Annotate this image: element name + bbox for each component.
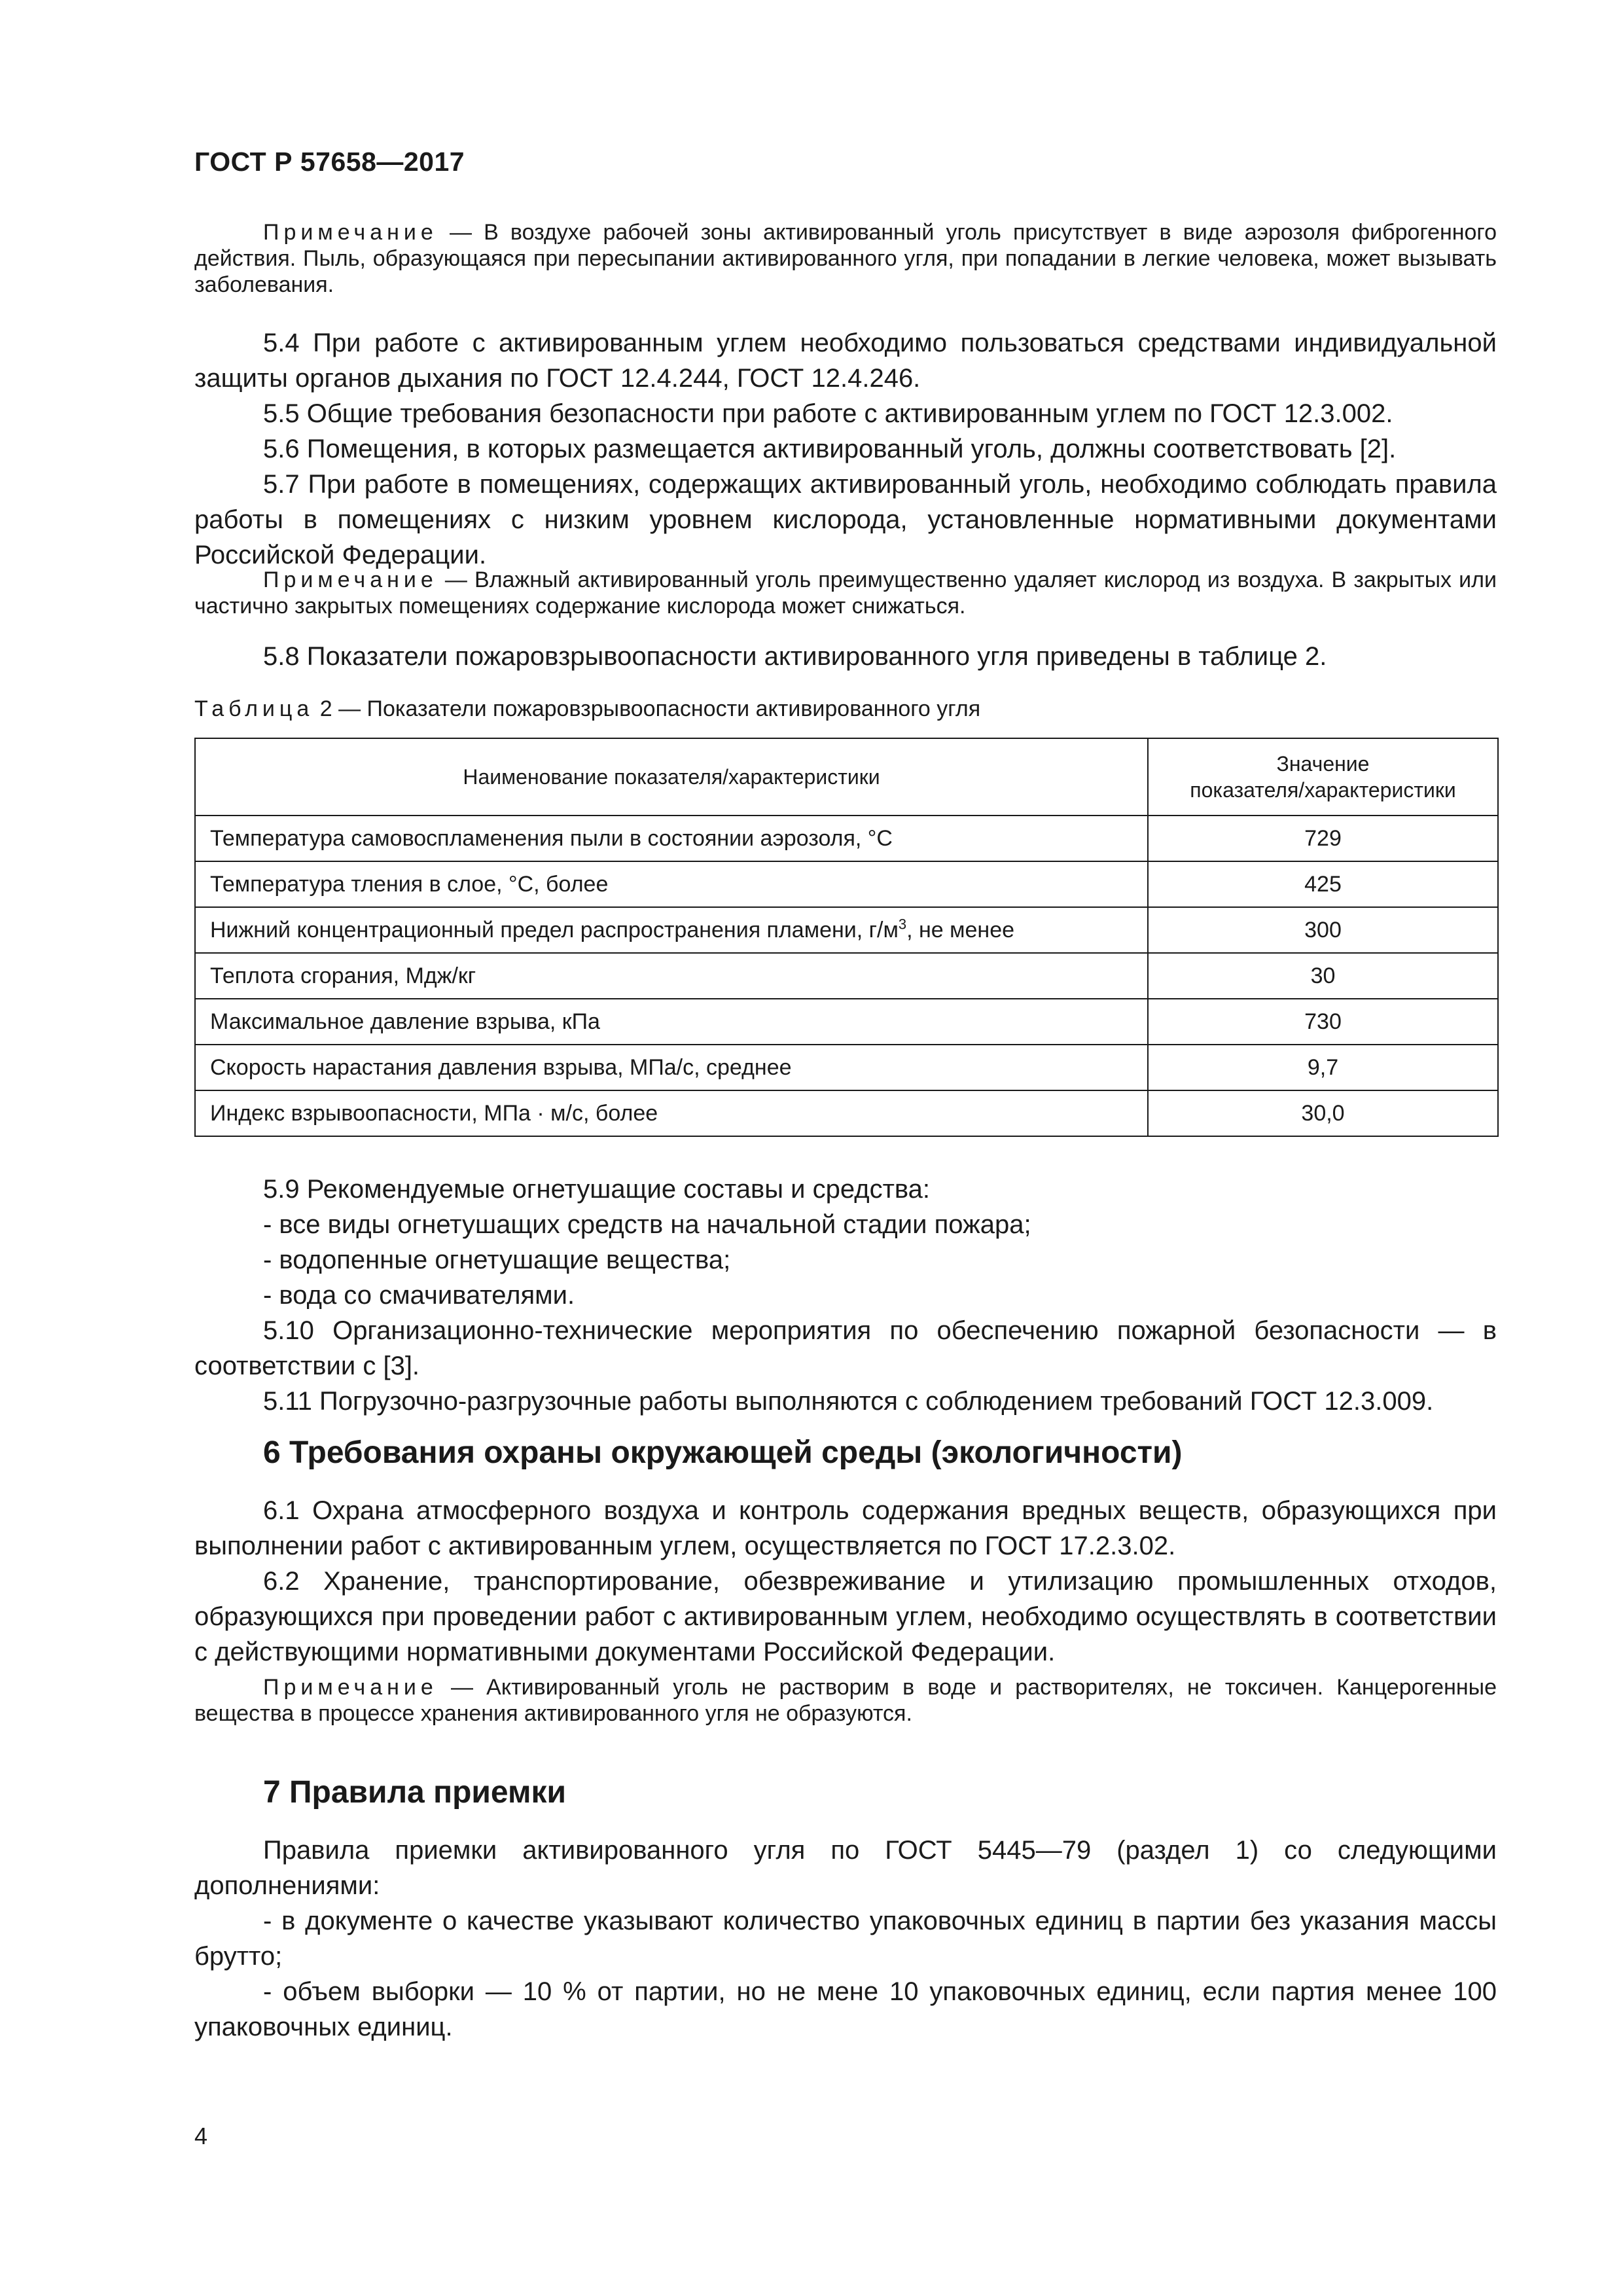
section-7-title: 7 Правила приемки [263,1775,567,1810]
table-row [195,907,1498,953]
table-row [195,999,1498,1045]
paragraph-5-7: 5.7 При работе в помещениях, содержащих активированный уголь, необходимо соблюдать правила работы в помещениях с низким уровнем кислорода, установленные нормативными документами Российской Федерации. [194,470,1497,569]
table-cell-value: 300 [1148,907,1498,953]
note-3 [194,1674,1497,1727]
note-text: — Активированный уголь не растворим в воде и растворителях, не токсичен. Канцерогенные вещества в процессе хранения активированного угля не образуются. [194,1675,1497,1726]
table-caption-label: Таблица [194,696,314,721]
table-row [195,953,1498,999]
paragraph-5-8: 5.8 Показатели пожаровзрывоопасности активированного угля приведены в таблице 2. [263,642,1327,671]
table-row [195,816,1498,861]
table-header-value-line2: показателя/характеристики [1190,778,1456,802]
section-6-heading-block [194,1433,1497,1473]
paragraph-7-intro: Правила приемки активированного угля по ГОСТ 5445—79 (раздел 1) со следующими дополнениями: [194,1836,1497,1900]
list-item: - все виды огнетушащих средств на начальной стадии пожара; [263,1210,1031,1239]
table-header-value-line1: Значение [1276,752,1370,776]
table-row [195,1045,1498,1090]
table-cell-name: Скорость нарастания давления взрыва, МПа/с, среднее [195,1045,1148,1090]
page-number: 4 [194,2123,208,2149]
table-cell-name: Максимальное давление взрыва, кПа [195,999,1148,1045]
list-item: - вода со смачивателями. [263,1281,575,1310]
table-cell-value: 30,0 [1148,1090,1498,1136]
table-cell-value: 30 [1148,953,1498,999]
table-cell-name-text: Нижний концентрационный предел распространения пламени, г/м [210,917,899,942]
table-caption-text: 2 — Показатели пожаровзрывоопасности активированного угля [313,696,981,721]
section-5-continued [194,1172,1497,1419]
document-header: ГОСТ Р 57658—2017 [194,147,465,177]
table-cell-name: Температура самовоспламенения пыли в состоянии аэрозоля, °С [195,816,1148,861]
table-header-row [195,738,1498,816]
paragraph-5-6: 5.6 Помещения, в которых размещается активированный уголь, должны соответствовать [2]. [263,435,1397,463]
table-cell-value: 729 [1148,816,1498,861]
table-cell-name [195,907,1148,953]
table-row [195,1090,1498,1136]
table-cell-name: Температура тления в слое, °С, более [195,861,1148,907]
paragraph-5-4: 5.4 При работе с активированным углем необходимо пользоваться средствами индивидуальной защиты органов дыхания по ГОСТ 12.4.244, ГОСТ 12.4.246. [194,329,1497,393]
table-cell-name: Индекс взрывоопасности, МПа · м/с, более [195,1090,1148,1136]
table-cell-value: 425 [1148,861,1498,907]
paragraph-5-10: 5.10 Организационно-технические мероприятия по обеспечению пожарной безопасности — в соответствии с [3]. [194,1316,1497,1380]
note-2 [194,567,1497,619]
section-5-paragraphs [194,325,1497,573]
note-1 [194,219,1497,298]
table-cell-name: Теплота сгорания, Мдж/кг [195,953,1148,999]
table-cell-name-suffix: , не менее [906,917,1015,942]
paragraph-5-5: 5.5 Общие требования безопасности при работе с активированным углем по ГОСТ 12.3.002. [263,399,1393,428]
table-2 [194,738,1497,1137]
note-label: Примечание [263,220,438,245]
table-header-value [1148,738,1498,816]
note-label: Примечание [263,1675,438,1700]
table-cell-value: 730 [1148,999,1498,1045]
note-text: — В воздухе рабочей зоны активированный уголь присутствует в виде аэрозоля фиброгенного действия. Пыль, образующаяся при пересыпании активированного угля, при попадании в легкие человека, может вызывать заболевания. [194,220,1497,297]
section-6-paragraphs [194,1493,1497,1670]
paragraph-5-8-block [194,639,1497,674]
paragraph-6-2: 6.2 Хранение, транспортирование, обезвреживание и утилизацию промышленных отходов, образующихся при проведении работ с активированным углем, необходимо осуществлять в соответствии с действующими нормативными документами Российской Федерации. [194,1567,1497,1666]
paragraph-5-11: 5.11 Погрузочно-разгрузочные работы выполняются с соблюдением требований ГОСТ 12.3.009. [263,1387,1434,1416]
section-6-title: 6 Требования охраны окружающей среды (экологичности) [263,1435,1183,1470]
fire-hazard-table [194,738,1499,1137]
paragraph-7-item-2: - объем выборки — 10 % от партии, но не мене 10 упаковочных единиц, если партия менее 100 упаковочных единиц. [194,1977,1497,2041]
list-item: - водопенные огнетушащие вещества; [263,1246,731,1274]
paragraph-5-9: 5.9 Рекомендуемые огнетушащие составы и средства: [263,1175,931,1204]
section-7-paragraphs [194,1833,1497,2045]
paragraph-7-item-1: - в документе о качестве указывают количество упаковочных единиц в партии без указания массы брутто; [194,1907,1497,1971]
table-row [195,861,1498,907]
table-header-name: Наименование показателя/характеристики [195,738,1148,816]
paragraph-6-1: 6.1 Охрана атмосферного воздуха и контроль содержания вредных веществ, образующихся при выполнении работ с активированным углем, осуществляется по ГОСТ 17.2.3.02. [194,1496,1497,1560]
table-cell-value: 9,7 [1148,1045,1498,1090]
table-caption [194,696,1497,722]
section-7-heading-block [194,1773,1497,1812]
table-cell-name-superscript: 3 [898,916,907,933]
note-text: — Влажный активированный уголь преимущественно удаляет кислород из воздуха. В закрытых или частично закрытых помещениях содержание кислорода может снижаться. [194,567,1497,619]
note-label: Примечание [263,567,438,592]
